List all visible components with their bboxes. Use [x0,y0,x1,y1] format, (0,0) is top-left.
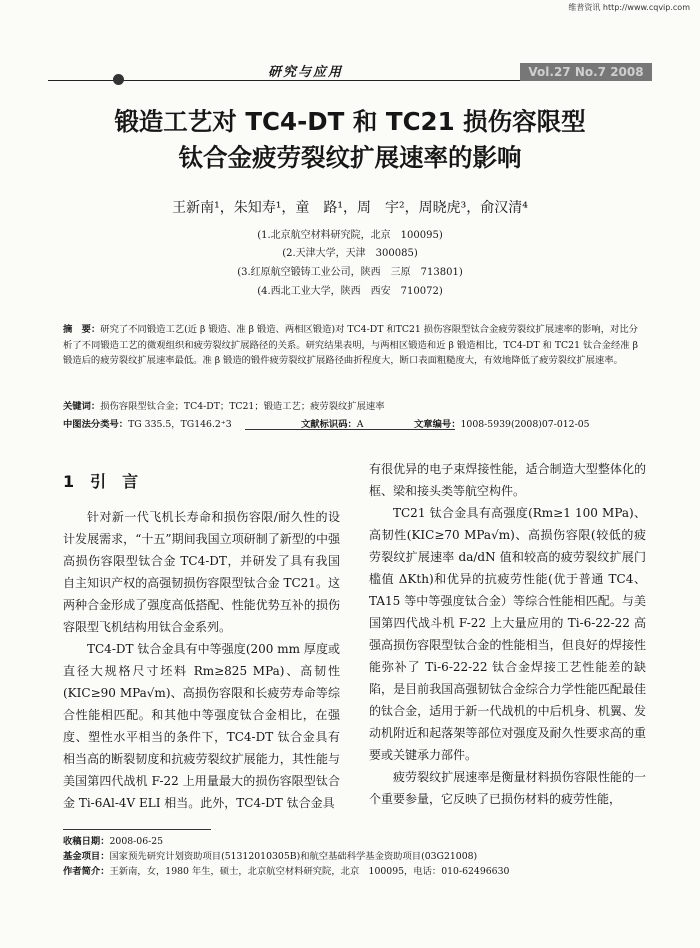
keywords [63,399,638,415]
abstract-divider [245,429,455,430]
right-paragraph-0: 有很优异的电子束焊接性能，适合制造大型整体化的框、梁和接头类等航空构件。 [369,462,646,498]
article-title [0,104,700,176]
article-number-value: 1008-5939(2008)07-012-05 [460,419,590,430]
clc-value: TG 335.5，TG146.2⁺3 [128,419,232,430]
doc-code-label: 文献标识码： [301,419,357,430]
intro-paragraph-2: TC4-DT 钛合金具有中等强度(200 mm 厚度或直径大规格尺寸坯料 Rm≥825 MPa)、高韧性(KIC≥90 MPa√m)、高损伤容限和长疲劳寿命等综合性能相匹配。和其他中等强度钛合金相比，在强度、塑性水平相当的条件下，TC4-DT 钛合金具有相当高的断裂韧度和抗疲劳裂纹扩展能力，其性能与美国第四代战机 F-22 上用量最大的损伤容限型钛合金 Ti-6Al-4V ELI 相当。此外，TC4-DT 钛合金具 [63,642,340,810]
right-column [369,458,646,810]
keywords-text: 损伤容限型钛合金；TC4-DT；TC21；锻造工艺；疲劳裂纹扩展速率 [100,401,385,412]
footnote-fund: 基金项目：国家预先研究计划资助项目(51312010305B)和航空基础科学基金资助项目(03G21008) [63,851,478,862]
author-list: 王新南¹，朱知寿¹，童 路¹，周 宇²，周晓虎³，俞汉清⁴ [172,200,528,216]
affiliation-2: (2.天津大学，天津 300085) [282,248,418,259]
title-line-1: 锻造工艺对 TC4-DT 和 TC21 损伤容限型 [114,107,586,136]
clc-label: 中图法分类号： [63,419,129,430]
volume-badge: Vol.27 No.7 2008 [520,63,652,81]
footnote-received: 收稿日期：2008-06-25 [63,836,164,847]
journal-section-label: 研究与应用 [268,65,344,80]
article-number-label: 文章编号： [414,419,461,430]
left-column [63,458,340,814]
watermark: 维普资讯 http://www.cqvip.com [568,3,690,12]
keywords-label: 关键词： [63,401,101,412]
affiliation-4: (4.西北工业大学，陕西 西安 710072) [257,286,443,297]
footnote-rule [63,829,211,830]
footnote-author-bio: 作者简介：王新南，女，1980 年生，硕士，北京航空材料研究院，北京 100095，电话：010-62496630 [63,866,510,877]
header-bullet-icon [113,74,124,85]
affiliation-1: (1.北京航空材料研究院，北京 100095) [257,230,443,241]
abstract-text: 研究了不同锻造工艺(近 β 锻造、准 β 锻造、两相区锻造)对 TC4-DT 和TC21 损伤容限型钛合金疲劳裂纹扩展速率的影响，对比分析了不同锻造工艺的微观组织和疲劳裂纹扩展路径的关系。研究结果表明，与两相区锻造和近 β 锻造相比，TC4-DT 和 TC21 钛合金经准 β 锻造后的疲劳裂纹扩展速率最低。准 β 锻造的锻件疲劳裂纹扩展路径曲折程度大，断口表面粗糙度大，有效地降低了疲劳裂纹扩展速率。 [63,324,638,367]
section-heading: 1 引 言 [63,472,139,491]
abstract-label: 摘 要： [63,324,101,335]
intro-paragraph-1: 针对新一代飞机长寿命和损伤容限/耐久性的设计发展需求，“十五”期间我国立项研制了新型的中强高损伤容限型钛合金 TC4-DT，并研发了具有我国自主知识产权的高强韧损伤容限型钛合金 TC21。这两种合金形成了强度高低搭配、性能优势互补的损伤容限型飞机结构用钛合金系列。 [63,510,340,634]
right-paragraph-2: 疲劳裂纹扩展速率是衡量材料损伤容限性能的一个重要参量，它反映了已损伤材料的疲劳性能， [369,770,646,806]
affiliation-3: (3.红原航空锻铸工业公司，陕西 三原 713801) [237,267,463,278]
abstract [63,322,638,369]
doc-code-value: A [356,419,364,430]
title-line-2: 钛合金疲劳裂纹扩展速率的影响 [178,143,522,172]
right-paragraph-1: TC21 钛合金具有高强度(Rm≥1 100 MPa)、高韧性(KIC≥70 MPa√m)、高损伤容限(较低的疲劳裂纹扩展速率 da/dN 值和较高的疲劳裂纹扩展门槛值 ΔKth)和优异的抗疲劳性能(优于普通 TC4、TA15 等中等强度钛合金）等综合性能相匹配。与美国第四代战斗机 F-22 上大量应用的 Ti-6-22-22 高强高损伤容限型钛合金的性能相当，但良好的焊接性能弥补了 Ti-6-22-22 钛合金焊接工艺性能差的缺陷，是目前我国高强韧钛合金综合力学性能匹配最佳的钛合金，适用于新一代战机的中后机身、机翼、发动机附近和起落架等部位对强度及耐久性要求高的重要或关键承力部件。 [369,506,646,762]
